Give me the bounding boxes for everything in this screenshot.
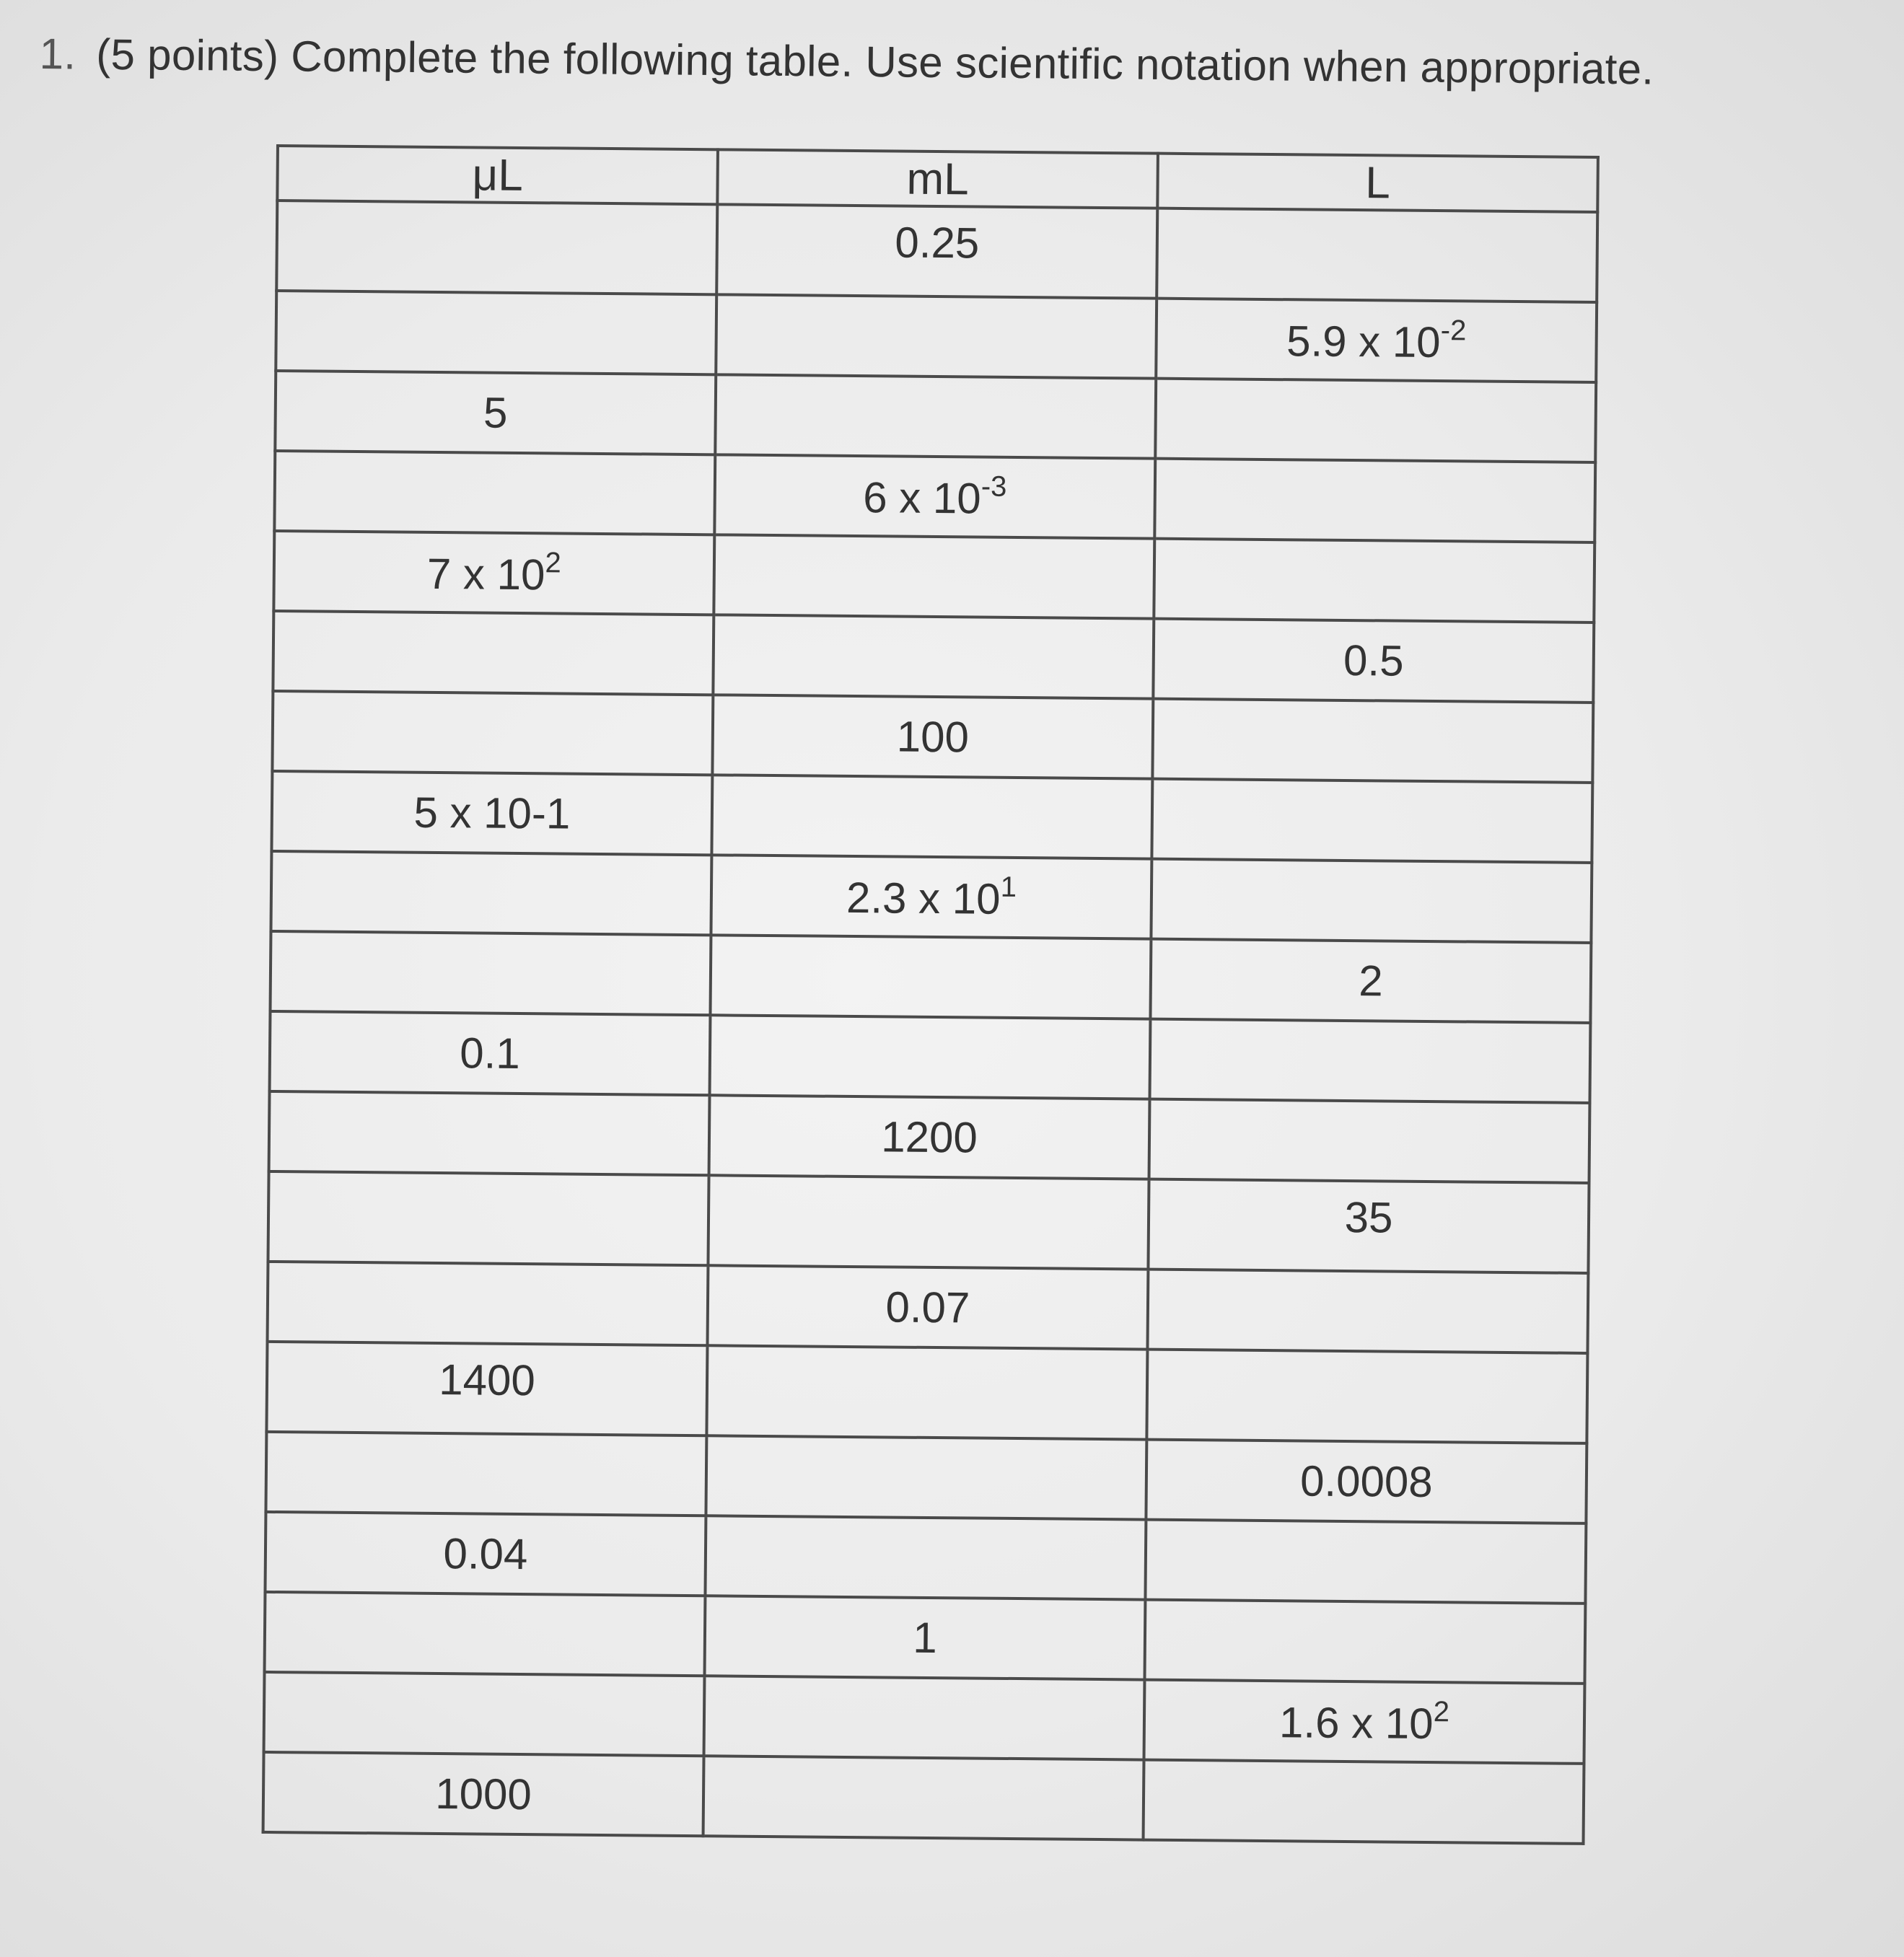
- cell-ml[interactable]: [715, 374, 1156, 458]
- table-row: [271, 771, 1592, 863]
- cell-ul: 1000: [263, 1752, 704, 1836]
- cell-l[interactable]: [1151, 779, 1592, 863]
- table-row: [270, 1011, 1591, 1103]
- table-row: [264, 1672, 1585, 1764]
- table-row: [268, 1262, 1589, 1353]
- table-row: [269, 1091, 1590, 1183]
- cell-ml: 2.3 x $10^1$: [711, 855, 1151, 938]
- cell-ml[interactable]: [708, 1175, 1149, 1269]
- cell-ul: 1400: [266, 1342, 707, 1435]
- cell-l[interactable]: [1151, 859, 1592, 943]
- header-microliters: μL: [277, 146, 718, 204]
- cell-ul[interactable]: [264, 1672, 705, 1756]
- cell-ml[interactable]: [706, 1435, 1146, 1519]
- table-row: [276, 201, 1597, 302]
- cell-l[interactable]: [1145, 1520, 1586, 1604]
- cell-ul[interactable]: [269, 1091, 710, 1175]
- cell-ul: 5: [275, 371, 716, 454]
- cell-ul[interactable]: [271, 931, 711, 1015]
- cell-ml[interactable]: [705, 1516, 1146, 1599]
- table-row: [266, 1432, 1587, 1523]
- cell-ml: 6 x $10^{-3}$: [714, 454, 1155, 538]
- cell-ml[interactable]: [714, 535, 1154, 618]
- cell-ul[interactable]: [273, 611, 714, 695]
- conversion-table-wrapper: [262, 144, 1597, 1845]
- cell-ul[interactable]: [265, 1592, 706, 1676]
- table-row: [276, 291, 1597, 382]
- cell-ml[interactable]: [703, 1756, 1144, 1839]
- cell-ml[interactable]: [710, 935, 1151, 1019]
- cell-l[interactable]: [1152, 699, 1593, 783]
- table-row: [265, 1512, 1586, 1604]
- question-number: 1.: [39, 29, 76, 79]
- cell-ml: 1200: [709, 1095, 1150, 1179]
- cell-ml: 0.25: [716, 204, 1157, 298]
- cell-l: 2: [1150, 939, 1591, 1023]
- cell-l[interactable]: [1149, 1019, 1590, 1103]
- cell-l[interactable]: [1144, 1600, 1585, 1684]
- table-row: [273, 611, 1594, 703]
- conversion-table: [262, 144, 1600, 1845]
- table-row: [266, 1342, 1587, 1443]
- cell-l[interactable]: [1157, 208, 1597, 302]
- cell-l[interactable]: [1154, 459, 1595, 542]
- cell-ul[interactable]: [268, 1262, 708, 1345]
- table-row: [271, 851, 1592, 943]
- cell-l[interactable]: [1146, 1350, 1587, 1443]
- cell-ml: 1: [704, 1596, 1145, 1679]
- cell-ul: 0.1: [270, 1011, 711, 1095]
- cell-ml[interactable]: [711, 775, 1152, 858]
- cell-l: 35: [1148, 1179, 1589, 1273]
- question-text: (5 points) Complete the following table. Use scientific notation when appropriate.: [95, 30, 1654, 94]
- cell-l: 5.9 x $10^{-2}$: [1156, 299, 1597, 382]
- table-row: [273, 531, 1594, 623]
- header-liters: L: [1157, 154, 1598, 212]
- cell-ul: 5 x 10-1: [271, 771, 712, 855]
- cell-ul[interactable]: [272, 691, 713, 775]
- cell-ml[interactable]: [716, 294, 1157, 378]
- table-row: [275, 371, 1596, 462]
- cell-ul[interactable]: [271, 851, 711, 935]
- cell-l: 0.0008: [1146, 1440, 1587, 1523]
- cell-l[interactable]: [1149, 1099, 1590, 1183]
- table-row: [265, 1592, 1586, 1684]
- cell-l: 0.5: [1153, 619, 1594, 703]
- cell-l[interactable]: [1144, 1760, 1584, 1844]
- question-1: [39, 29, 1654, 94]
- cell-ml[interactable]: [713, 615, 1154, 698]
- cell-ul: 7 x $10^2$: [273, 531, 714, 615]
- cell-ul[interactable]: [266, 1432, 706, 1516]
- cell-ul[interactable]: [268, 1171, 708, 1265]
- cell-ml: 0.07: [707, 1265, 1148, 1349]
- table-row: [271, 931, 1592, 1023]
- cell-l[interactable]: [1147, 1270, 1588, 1353]
- cell-ml[interactable]: [710, 1015, 1151, 1099]
- cell-ul[interactable]: [276, 201, 717, 294]
- table-row: [263, 1752, 1584, 1844]
- cell-ml[interactable]: [704, 1676, 1145, 1759]
- table-row: [268, 1171, 1589, 1273]
- cell-l[interactable]: [1155, 379, 1596, 462]
- cell-ul[interactable]: [276, 291, 716, 374]
- cell-ul[interactable]: [274, 451, 715, 535]
- cell-ml: 100: [712, 695, 1153, 778]
- cell-l: 1.6 x $10^2$: [1144, 1680, 1585, 1764]
- cell-ul: 0.04: [265, 1512, 706, 1596]
- header-milliliters: mL: [717, 149, 1158, 208]
- cell-ml[interactable]: [706, 1345, 1147, 1439]
- table-row: [274, 451, 1595, 542]
- cell-l[interactable]: [1154, 539, 1594, 623]
- table-row: [272, 691, 1593, 783]
